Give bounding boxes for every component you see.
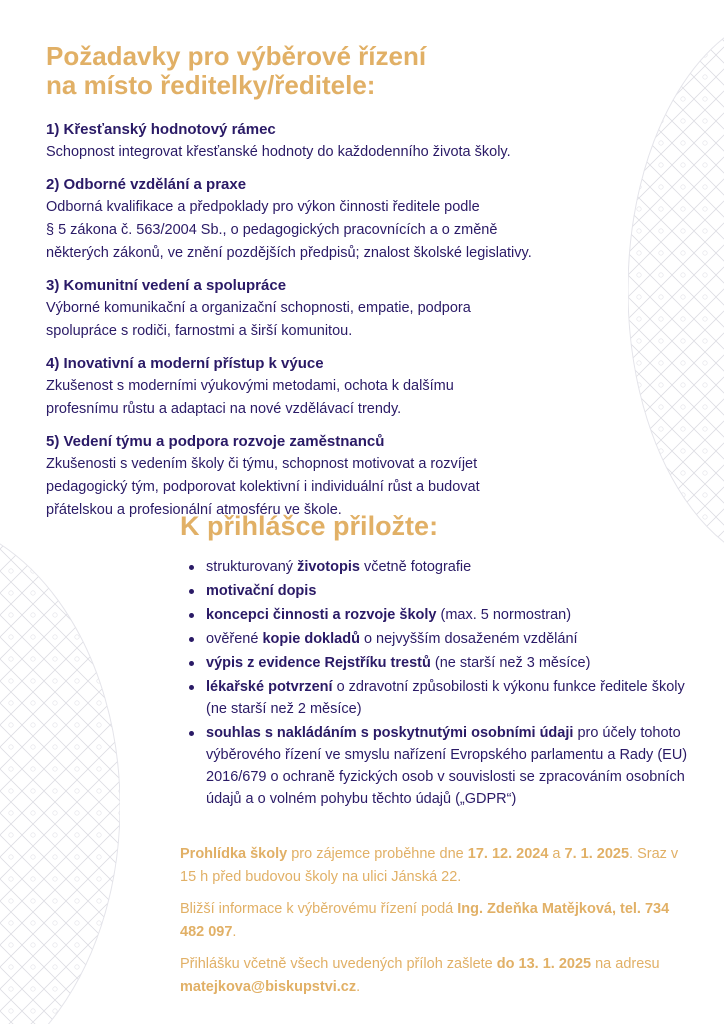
attachments-list bbox=[186, 556, 696, 812]
requirement-line: profesnímu růstu a adaptaci na nové vzdělávací trendy. bbox=[46, 401, 402, 417]
bullet-icon bbox=[189, 685, 194, 690]
attachment-item: souhlas s nakládáním s poskytnutými osobními údaji pro účely tohoto výběrového řízení ve smyslu nařízení Evropského parlamentu a Rady (EU) 2016/679 o ochraně fyzických osob v souvislosti se zpracováním osobních údajů a o volném pohybu těchto údajů („GDPR“) bbox=[186, 722, 696, 810]
requirement-item bbox=[46, 174, 626, 265]
requirement-line: § 5 zákona č. 563/2004 Sb., o pedagogických pracovnících a o změně bbox=[46, 222, 498, 238]
bullet-icon bbox=[189, 731, 194, 736]
requirement-item bbox=[46, 119, 626, 164]
title-line-1: Požadavky pro výběrové řízení bbox=[46, 41, 427, 71]
bullet-icon bbox=[189, 565, 194, 570]
requirement-line: Zkušenosti s vedením školy či týmu, schopnost motivovat a rozvíjet bbox=[46, 456, 478, 472]
requirement-line: spolupráce s rodiči, farnostmi a širší komunitou. bbox=[46, 323, 353, 339]
requirement-line: přátelskou a profesionální atmosféru ve škole. bbox=[46, 502, 342, 518]
decorative-pattern-right bbox=[628, 0, 724, 560]
info-section bbox=[180, 843, 685, 1008]
requirement-heading: 1) Křesťanský hodnotový rámec bbox=[46, 121, 276, 138]
bullet-icon bbox=[189, 637, 194, 642]
attachment-item: koncepci činnosti a rozvoje školy (max. 5 normostran) bbox=[186, 604, 696, 626]
attachment-item: motivační dopis bbox=[186, 580, 696, 602]
attachment-item: strukturovaný životopis včetně fotografie bbox=[186, 556, 696, 578]
attachments-heading: K přihlášce přiložte: bbox=[180, 511, 439, 541]
bullet-icon bbox=[189, 589, 194, 594]
decorative-pattern-left bbox=[0, 516, 120, 1024]
requirement-heading: 2) Odborné vzdělání a praxe bbox=[46, 176, 247, 193]
bullet-icon bbox=[189, 661, 194, 666]
requirement-line: Schopnost integrovat křesťanské hodnoty do každodenního života školy. bbox=[46, 144, 511, 160]
requirement-line: Výborné komunikační a organizační schopnosti, empatie, podpora bbox=[46, 300, 471, 316]
attachment-item: ověřené kopie dokladů o nejvyšším dosaženém vzdělání bbox=[186, 628, 696, 650]
requirement-heading: 5) Vedení týmu a podpora rozvoje zaměstnanců bbox=[46, 433, 385, 450]
requirement-line: Zkušenost s moderními výukovými metodami, ochota k dalšímu bbox=[46, 378, 454, 394]
requirements-list bbox=[46, 119, 626, 532]
title-line-2: na místo ředitelky/ředitele: bbox=[46, 70, 376, 100]
requirement-line: některých zákonů, ve znění pozdějších předpisů; znalost školské legislativy. bbox=[46, 245, 532, 261]
requirement-heading: 4) Inovativní a moderní přístup k výuce bbox=[46, 355, 324, 372]
requirement-line: Odborná kvalifikace a předpoklady pro výkon činnosti ředitele podle bbox=[46, 199, 480, 215]
attachment-item: lékařské potvrzení o zdravotní způsobilosti k výkonu funkce ředitele školy (ne starší než 2 měsíce) bbox=[186, 676, 696, 720]
requirement-item bbox=[46, 431, 626, 522]
deadline-info: Přihlášku včetně všech uvedených příloh zašlete do 13. 1. 2025 na adresu matejkova@biskupstvi.cz. bbox=[180, 956, 660, 995]
requirement-line: pedagogický tým, podporovat kolektivní i individuální růst a budovat bbox=[46, 479, 480, 495]
bullet-icon bbox=[189, 613, 194, 618]
contact-info: Bližší informace k výběrovému řízení podá Ing. Zdeňka Matějková, tel. 734 482 097. bbox=[180, 901, 670, 940]
attachment-item: výpis z evidence Rejstříku trestů (ne starší než 3 měsíce) bbox=[186, 652, 696, 674]
requirement-item bbox=[46, 353, 626, 421]
requirement-heading: 3) Komunitní vedení a spolupráce bbox=[46, 277, 287, 294]
requirement-item bbox=[46, 275, 626, 343]
page-title bbox=[46, 42, 606, 100]
visit-info: Prohlídka školy pro zájemce proběhne dne 17. 12. 2024 a 7. 1. 2025. Sraz v 15 h před budovou školy na ulici Jánská 22. bbox=[180, 846, 679, 885]
email-link[interactable]: matejkova@biskupstvi.cz bbox=[180, 979, 357, 995]
